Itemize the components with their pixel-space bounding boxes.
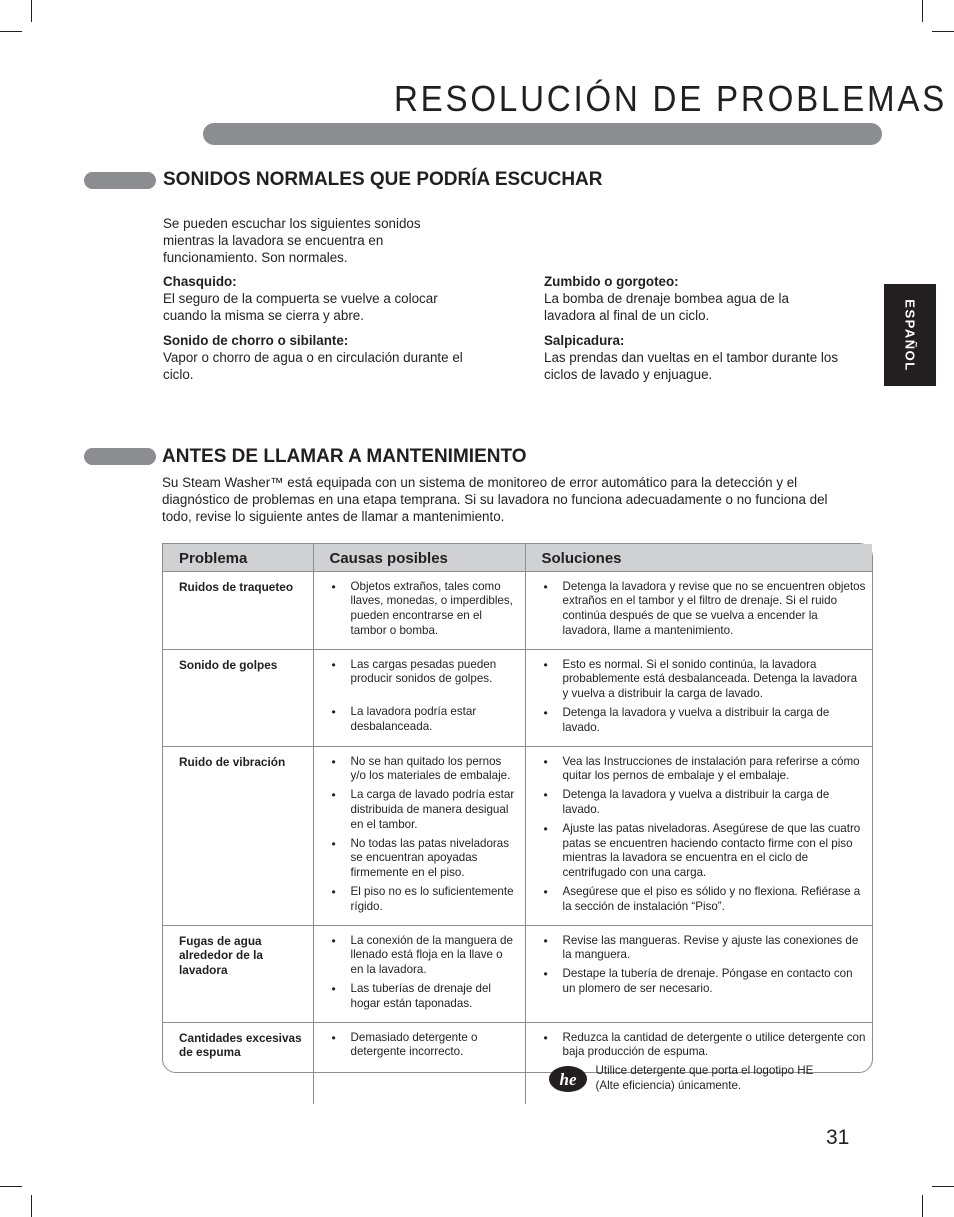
list-item: • Detenga la lavadora y vuelva a distribuir la carga de lavado. (563, 706, 867, 736)
list-item: • Destape la tubería de drenaje. Póngase en contacto con un plomero de ser necesario. (563, 967, 867, 997)
table-row (163, 649, 872, 746)
crop-mark (922, 0, 923, 22)
list-item: • Las tuberías de drenaje del hogar están taponadas. (351, 982, 519, 1012)
table-row (163, 1022, 872, 1104)
crop-mark (31, 0, 32, 22)
sound-item-text: El seguro de la compuerta se vuelve a colocar cuando la misma se cierra y abre. (163, 291, 438, 323)
list-item: • Vea las Instrucciones de instalación para referirse a cómo quitar los pernos de embalaje y el embalaje. (563, 755, 867, 785)
list-item: • No se han quitado los pernos y/o los materiales de embalaje. (351, 755, 519, 785)
causes-cell (313, 649, 525, 746)
list-item: • Las cargas pesadas pueden producir sonidos de golpes. (351, 658, 519, 688)
list-item: • Objetos extraños, tales como llaves, monedas, o imperdibles, pueden encontrarse en el tambor o bomba. (351, 580, 519, 639)
list-item: • No todas las patas niveladoras se encuentran apoyadas firmemente en el piso. (351, 837, 519, 881)
crop-mark (922, 1195, 923, 1217)
table-row (163, 571, 872, 649)
service-intro: Su Steam Washer™ está equipada con un sistema de monitoreo de error automático para la detección y el diagnóstico de problemas en una etapa temprana. Si su lavadora no funciona adecuadamente o no funciona del todo, revise lo siguiente antes de llamar a mantenimiento. (162, 475, 828, 524)
column-header-causes: Causas posibles (313, 544, 525, 571)
table-row (163, 925, 872, 1022)
list-item: • El piso no es lo suficientemente rígido. (351, 885, 519, 915)
solutions-cell (525, 1022, 872, 1104)
causes-cell (313, 925, 525, 1022)
solutions-cell (525, 746, 872, 925)
title-bar (203, 123, 882, 145)
sound-item (163, 273, 483, 324)
he-note-text: Utilice detergente que porta el logotipo HE (Alte eficiencia) únicamente. (595, 1064, 814, 1093)
list-item: • Revise las mangueras. Revise y ajuste las conexiones de la manguera. (563, 934, 867, 964)
page-title: RESOLUCIÓN DE PROBLEMAS (394, 78, 948, 119)
crop-mark (932, 1186, 954, 1187)
page-number: 31 (826, 1126, 850, 1149)
he-logo-icon (548, 1064, 588, 1094)
list-item: • La lavadora podría estar desbalanceada. (351, 705, 519, 735)
causes-cell (313, 746, 525, 925)
solutions-cell (525, 649, 872, 746)
he-note (548, 1064, 867, 1094)
column-header-problem: Problema (163, 544, 313, 571)
language-tab-label: ESPAÑOL (902, 298, 918, 372)
problem-cell: Fugas de agua alrededor de la lavadora (163, 925, 313, 1022)
crop-mark (932, 31, 954, 32)
problem-cell: Ruidos de traqueteo (163, 571, 313, 649)
problem-cell: Sonido de golpes (163, 649, 313, 746)
list-item: • Reduzca la cantidad de detergente o utilice detergente con baja producción de espuma. (563, 1031, 867, 1061)
list-item: • Asegúrese que el piso es sólido y no flexiona. Refiérase a la sección de instalación “Piso”. (563, 885, 867, 915)
sound-item-text: La bomba de drenaje bombea agua de la lavadora al final de un ciclo. (544, 291, 789, 323)
crop-mark (0, 1186, 22, 1187)
section-marker (84, 448, 156, 465)
sound-item-title: Salpicadura: (544, 333, 625, 348)
section-marker (84, 172, 156, 189)
list-item: • Demasiado detergente o detergente incorrecto. (351, 1031, 519, 1061)
column-header-solutions: Soluciones (525, 544, 872, 571)
sound-item-title: Zumbido o gorgoteo: (544, 274, 679, 289)
table-header-row (163, 544, 872, 571)
causes-cell (313, 571, 525, 649)
service-heading: ANTES DE LLAMAR A MANTENIMIENTO (162, 446, 527, 467)
table-row (163, 746, 872, 925)
problem-cell: Cantidades excesivas de espuma (163, 1022, 313, 1104)
sounds-heading: SONIDOS NORMALES QUE PODRÍA ESCUCHAR (163, 169, 603, 190)
sound-item-title: Sonido de chorro o sibilante: (163, 333, 349, 348)
troubleshooting-table (162, 543, 873, 1093)
list-item: • Esto es normal. Si el sonido continúa, la lavadora probablemente está desbalanceada. Detenga la lavadora y vuelva a distribuir la carga de lavado. (563, 658, 867, 702)
sound-item-title: Chasquido: (163, 274, 237, 289)
list-item: • Detenga la lavadora y vuelva a distribuir la carga de lavado. (563, 788, 867, 818)
language-tab (884, 284, 936, 386)
sound-item (163, 332, 488, 383)
he-logo-text: he (559, 1070, 576, 1090)
problem-cell: Ruido de vibración (163, 746, 313, 925)
solutions-cell (525, 925, 872, 1022)
crop-mark (31, 1195, 32, 1217)
crop-mark (0, 31, 22, 32)
list-item: • La conexión de la manguera de llenado está floja en la llave o en la lavadora. (351, 934, 519, 978)
sound-item (544, 332, 854, 383)
sounds-intro: Se pueden escuchar los siguientes sonidos mientras la lavadora se encuentra en funcionamiento. Son normales. (163, 216, 421, 265)
sound-item-text: Las prendas dan vueltas en el tambor durante los ciclos de lavado y enjuague. (544, 350, 839, 382)
list-item: • Detenga la lavadora y revise que no se encuentren objetos extraños en el tambor y el filtro de drenaje. Si el ruido continúa después de que se vuelva a encender la lavadora, llame a mantenimiento. (563, 580, 867, 639)
sound-item-text: Vapor o chorro de agua o en circulación durante el ciclo. (163, 350, 463, 382)
sound-item (544, 273, 834, 324)
solutions-cell (525, 571, 872, 649)
list-item: • Ajuste las patas niveladoras. Asegúrese de que las cuatro patas se encuentren haciendo contacto firme con el piso mientras la lavadora se encuentra en el ciclo de centrifugado con una carga. (563, 822, 867, 881)
list-item: • La carga de lavado podría estar distribuida de manera desigual en el tambor. (351, 788, 519, 832)
causes-cell (313, 1022, 525, 1104)
